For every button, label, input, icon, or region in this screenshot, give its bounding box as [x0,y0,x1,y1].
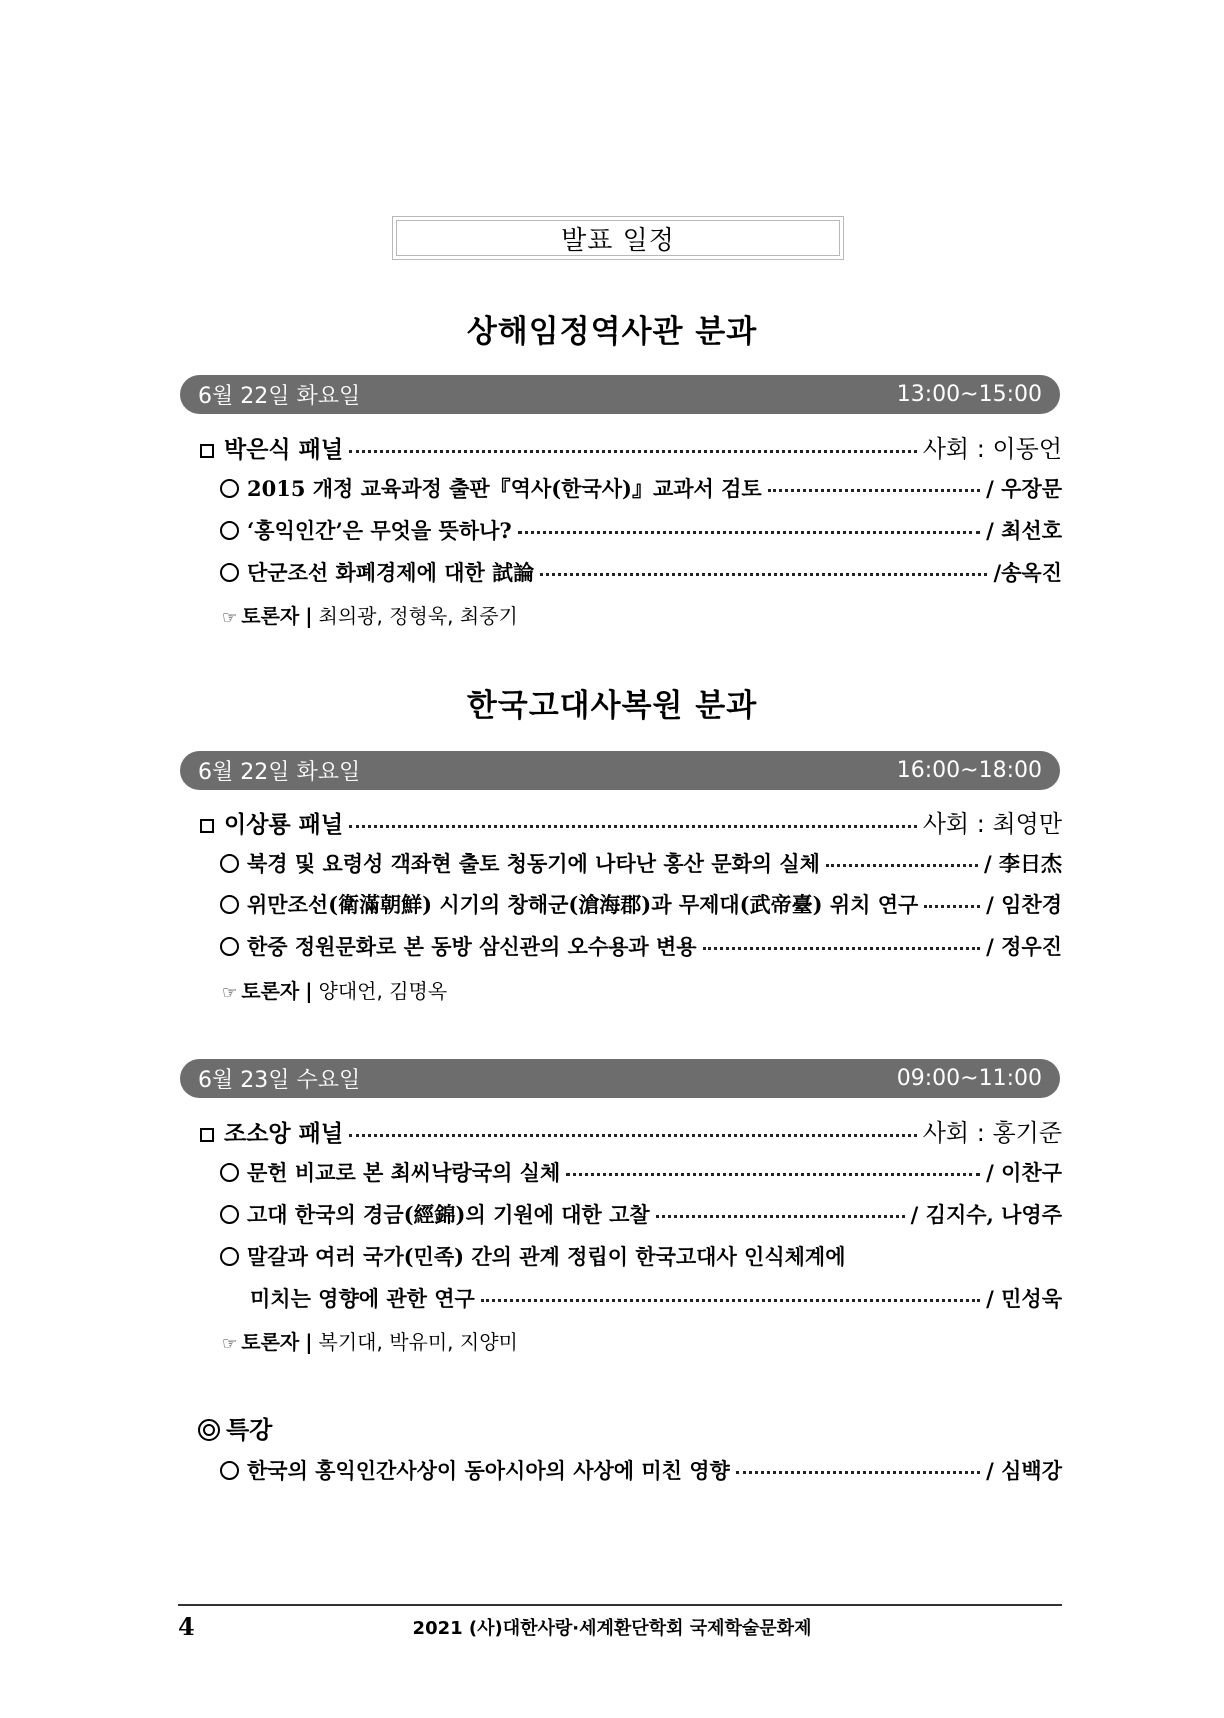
hand-pointer-icon: ☞ [222,608,238,628]
separator-bar: | [305,1330,313,1354]
square-bullet-icon [200,444,214,458]
dot-leader [349,825,917,828]
paper-row [220,931,1062,961]
footer-rule [178,1604,1062,1606]
dot-leader [736,1471,980,1474]
paper-presenter: / 우장문 [986,476,1062,501]
panel-row [200,804,1062,839]
hand-pointer-icon: ☞ [222,983,238,1003]
special-lecture-title: 한국의 홍익인간사상이 동아시아의 사상에 미친 영향 [247,1458,730,1483]
discussants-row [222,600,518,629]
schedule-title: 발표 일정 [396,220,840,256]
discussants-names: 양대언, 김명옥 [318,979,448,1003]
paper-title: 한중 정원문화로 본 동방 삼신관의 오수용과 변용 [247,934,697,959]
section-title-ancient-korea: 한국고대사복원 분과 [466,688,758,724]
paper-title: 말갈과 여러 국가(민족) 간의 관계 정립이 한국고대사 인식체계에 [247,1244,846,1269]
paper-row-continuation [250,1283,1062,1313]
paper-presenter: / 이찬구 [986,1160,1062,1185]
discussants-label: 토론자 [241,1330,300,1354]
dot-leader [924,905,980,908]
circle-bullet-icon [220,563,239,582]
paper-title: 문헌 비교로 본 최씨낙랑국의 실체 [247,1160,561,1185]
panel-row [200,429,1062,464]
paper-row [220,473,1062,503]
section-title-shanghai: 상해임정역사관 분과 [466,314,758,350]
panel-name: 이상룡 패널 [224,812,344,838]
square-bullet-icon [200,819,214,833]
discussants-names: 복기대, 박유미, 지양미 [318,1330,518,1354]
day-bar [180,375,1060,414]
day-time: 16:00~18:00 [896,758,1042,783]
circle-bullet-icon [220,854,239,873]
day-time: 09:00~11:00 [896,1066,1042,1091]
hand-pointer-icon: ☞ [222,1334,238,1354]
paper-row [220,1157,1062,1187]
circle-bullet-icon [220,895,239,914]
dot-leader [768,489,980,492]
paper-presenter: / 김지수, 나영주 [910,1202,1062,1227]
panel-name: 조소앙 패널 [224,1121,344,1147]
day-time: 13:00~15:00 [896,382,1042,407]
paper-title: 단군조선 화폐경제에 대한 試論 [247,560,535,585]
day-date: 6월 22일 화요일 [198,384,361,409]
paper-title-continuation: 미치는 영향에 관한 연구 [250,1286,475,1311]
paper-title: 2015 개정 교육과정 출판『역사(한국사)』교과서 검토 [247,476,762,501]
dot-leader [518,531,980,534]
circle-bullet-icon [220,521,239,540]
paper-row [220,1199,1062,1229]
double-circle-icon [198,1419,220,1441]
square-bullet-icon [200,1128,214,1142]
paper-presenter: / 李日杰 [984,851,1062,876]
day-date: 6월 23일 수요일 [198,1068,361,1093]
paper-title: 위만조선(衛滿朝鮮) 시기의 창해군(滄海郡)과 무제대(武帝臺) 위치 연구 [247,892,919,917]
circle-bullet-icon [220,479,239,498]
footer-text: 2021 (사)대한사랑·세계환단학회 국제학술문화제 [412,1618,812,1639]
special-lecture-label: 특강 [226,1416,273,1444]
paper-presenter: / 임찬경 [986,892,1062,917]
circle-bullet-icon [220,937,239,956]
paper-presenter: / 정우진 [986,934,1062,959]
day-date: 6월 22일 화요일 [198,760,361,785]
paper-title: ‘홍익인간’은 무엇을 뜻하나? [247,518,512,543]
paper-row [220,515,1062,545]
discussants-row [222,1326,518,1355]
circle-bullet-icon [220,1461,239,1480]
separator-bar: | [305,979,313,1003]
dot-leader [481,1299,980,1302]
paper-presenter: / 최선호 [986,518,1062,543]
paper-row [220,1241,1062,1271]
dot-leader [703,947,981,950]
paper-row [220,557,1062,587]
dot-leader [540,573,987,576]
schedule-title-box [392,216,844,260]
dot-leader [566,1173,980,1176]
circle-bullet-icon [220,1205,239,1224]
day-bar [180,1059,1060,1098]
paper-row [220,848,1062,878]
discussants-row [222,975,447,1004]
special-lecture-heading [198,1410,272,1445]
discussants-names: 최의광, 정형욱, 최중기 [318,604,518,628]
day-bar [180,751,1060,790]
panel-row [200,1113,1062,1148]
discussants-label: 토론자 [241,979,300,1003]
moderator: 사회 : 최영만 [922,810,1062,838]
panel-name: 박은식 패널 [224,437,344,463]
circle-bullet-icon [220,1247,239,1266]
dot-leader [656,1215,905,1218]
dot-leader [826,864,978,867]
paper-presenter: / 민성욱 [986,1286,1062,1311]
moderator: 사회 : 홍기준 [922,1119,1062,1147]
dot-leader [349,1134,917,1137]
dot-leader [349,450,917,453]
page-number: 4 [178,1612,195,1641]
discussants-label: 토론자 [241,604,300,628]
moderator: 사회 : 이동언 [922,435,1062,463]
paper-title: 북경 및 요령성 객좌현 출토 청동기에 나타난 홍산 문화의 실체 [247,851,820,876]
separator-bar: | [305,604,313,628]
special-lecture-row [220,1455,1062,1485]
circle-bullet-icon [220,1163,239,1182]
special-lecture-presenter: / 심백강 [986,1458,1062,1483]
paper-presenter: /송옥진 [993,560,1062,585]
paper-title: 고대 한국의 경금(經錦)의 기원에 대한 고찰 [247,1202,650,1227]
paper-row [220,889,1062,919]
